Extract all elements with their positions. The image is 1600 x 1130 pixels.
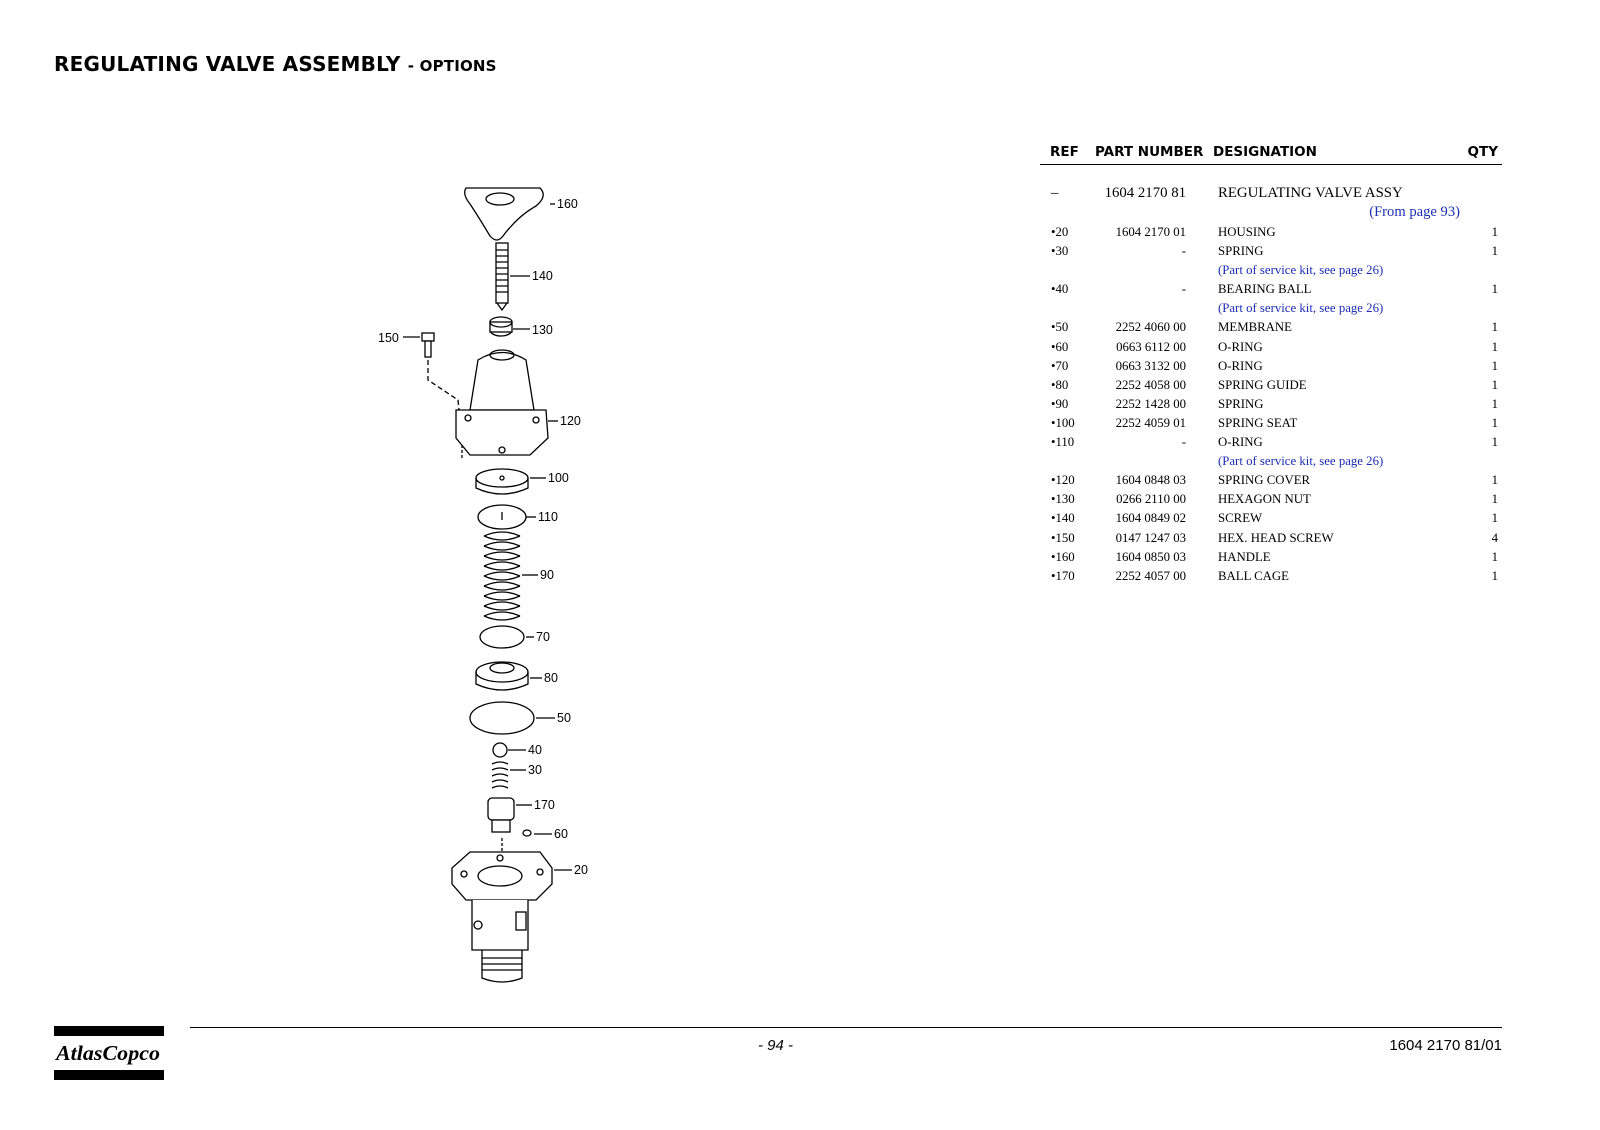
document-number: 1604 2170 81/01 (1389, 1037, 1502, 1054)
cell-qty: 1 (1491, 511, 1498, 526)
callout-110: 110 (538, 510, 558, 524)
cell-part-number: 2252 1428 00 (1115, 396, 1186, 411)
callout-20: 20 (574, 863, 588, 877)
callout-140: 140 (532, 269, 553, 283)
cell-qty: 1 (1491, 396, 1498, 411)
callout-120: 120 (560, 414, 581, 428)
cell-ref: •90 (1051, 396, 1069, 411)
cell-ref: – (1051, 185, 1059, 201)
cell-designation: HEXAGON NUT (1218, 492, 1311, 507)
table-row (1040, 243, 1502, 262)
cell-part-number: 2252 4059 01 (1115, 415, 1186, 430)
cell-qty: 1 (1491, 244, 1498, 259)
cell-ref: •170 (1051, 568, 1075, 583)
header-qty: QTY (1467, 144, 1498, 160)
callout-90: 90 (540, 568, 554, 582)
callout-50: 50 (557, 711, 571, 725)
cell-qty: 1 (1491, 320, 1498, 335)
footer-divider (190, 1027, 1502, 1028)
cell-qty: 1 (1491, 473, 1498, 488)
page-title (54, 52, 497, 76)
cell-ref: •140 (1051, 511, 1075, 526)
cell-ref: •120 (1051, 473, 1075, 488)
cell-part-number: 2252 4058 00 (1115, 377, 1186, 392)
table-row (1040, 339, 1502, 358)
header-ref: REF (1050, 144, 1079, 160)
cell-qty: 1 (1491, 415, 1498, 430)
cell-part-number: 0266 2110 00 (1116, 492, 1186, 507)
cell-note: (Part of service kit, see page 26) (1218, 263, 1384, 278)
cell-ref: •150 (1051, 530, 1075, 545)
cell-designation: REGULATING VALVE ASSY (1218, 185, 1403, 201)
cell-designation: O-RING (1218, 435, 1263, 450)
callout-130: 130 (532, 323, 553, 337)
cell-qty: 1 (1491, 339, 1498, 354)
cell-qty: 4 (1491, 530, 1498, 545)
cell-ref: •40 (1051, 282, 1069, 297)
cell-part-number: 0663 6112 00 (1116, 339, 1186, 354)
cell-designation: BEARING BALL (1218, 282, 1312, 297)
atlas-copco-logo (54, 1026, 164, 1080)
cell-part-number: 1604 0849 02 (1115, 511, 1186, 526)
table-row-note (1040, 204, 1502, 224)
callout-100: 100 (548, 471, 569, 485)
cell-part-number: - (1181, 244, 1186, 259)
cell-ref: •70 (1051, 358, 1069, 373)
table-row-assembly (1040, 184, 1502, 204)
cell-designation: SCREW (1218, 511, 1263, 526)
table-row-note (1040, 262, 1502, 281)
callout-40: 40 (528, 743, 542, 757)
header-designation: DESIGNATION (1213, 144, 1317, 160)
cell-designation: SPRING COVER (1218, 473, 1311, 488)
cell-designation: SPRING SEAT (1218, 415, 1298, 430)
table-row (1040, 224, 1502, 243)
cell-part-number: 1604 0848 03 (1115, 473, 1186, 488)
cell-part-number: 2252 4057 00 (1115, 568, 1186, 583)
cell-designation: BALL CAGE (1218, 568, 1289, 583)
cell-designation: O-RING (1218, 358, 1263, 373)
cell-note: (Part of service kit, see page 26) (1218, 301, 1384, 316)
callout-70: 70 (536, 630, 550, 644)
table-row-note (1040, 300, 1502, 319)
cell-qty: 1 (1491, 492, 1498, 507)
cell-part-number: 1604 2170 81 (1104, 185, 1186, 201)
cell-part-number: - (1181, 282, 1186, 297)
table-row (1040, 415, 1502, 434)
brand-text: AtlasCopco (54, 1041, 160, 1065)
parts-table-header (1040, 142, 1502, 165)
cell-note: (Part of service kit, see page 26) (1218, 454, 1384, 469)
table-row (1040, 319, 1502, 338)
cell-ref: •30 (1051, 244, 1069, 259)
callout-30: 30 (528, 763, 542, 777)
title-main: REGULATING VALVE ASSEMBLY (54, 52, 401, 76)
table-row (1040, 510, 1502, 529)
table-row (1040, 377, 1502, 396)
cell-ref: •80 (1051, 377, 1069, 392)
table-row (1040, 396, 1502, 415)
callout-150: 150 (378, 331, 399, 345)
page-number: - 94 - (758, 1037, 794, 1054)
cell-ref: •60 (1051, 339, 1069, 354)
cell-designation: HOUSING (1218, 225, 1276, 239)
cell-part-number: 2252 4060 00 (1115, 320, 1186, 335)
cell-designation: SPRING (1218, 396, 1264, 411)
cell-ref: •20 (1051, 225, 1069, 239)
callout-60: 60 (554, 827, 568, 841)
header-part-number: PART NUMBER (1095, 144, 1204, 160)
table-row (1040, 472, 1502, 491)
cell-ref: •50 (1051, 320, 1069, 335)
cell-qty: 1 (1491, 225, 1498, 239)
cell-part-number: 1604 2170 01 (1115, 225, 1186, 239)
title-subtitle: - OPTIONS (407, 57, 497, 75)
cell-qty: 1 (1491, 549, 1498, 564)
cell-designation: SPRING GUIDE (1218, 377, 1307, 392)
table-row (1040, 358, 1502, 377)
cell-part-number: 1604 0850 03 (1115, 549, 1186, 564)
cell-qty: 1 (1491, 435, 1498, 450)
cell-note: (From page 93) (1369, 204, 1460, 220)
cell-part-number: - (1181, 435, 1186, 450)
cell-designation: O-RING (1218, 339, 1263, 354)
table-row (1040, 491, 1502, 510)
cell-designation: SPRING (1218, 244, 1264, 259)
cell-qty: 1 (1491, 568, 1498, 583)
cell-qty: 1 (1491, 282, 1498, 297)
table-row (1040, 434, 1502, 453)
cell-ref: •100 (1051, 415, 1075, 430)
callout-80: 80 (544, 671, 558, 685)
table-row (1040, 530, 1502, 549)
cell-designation: MEMBRANE (1218, 320, 1292, 335)
cell-ref: •160 (1051, 549, 1075, 564)
cell-qty: 1 (1491, 377, 1498, 392)
table-row (1040, 549, 1502, 568)
cell-ref: •130 (1051, 492, 1075, 507)
cell-part-number: 0663 3132 00 (1115, 358, 1186, 373)
callout-160: 160 (557, 197, 578, 211)
cell-ref: •110 (1051, 435, 1075, 450)
cell-designation: HANDLE (1218, 549, 1271, 564)
cell-designation: HEX. HEAD SCREW (1218, 530, 1334, 545)
cell-qty: 1 (1491, 358, 1498, 373)
parts-table (1040, 184, 1502, 587)
table-row (1040, 281, 1502, 300)
callout-170: 170 (534, 798, 555, 812)
cell-part-number: 0147 1247 03 (1115, 530, 1186, 545)
table-row (1040, 568, 1502, 587)
table-row-note (1040, 453, 1502, 472)
